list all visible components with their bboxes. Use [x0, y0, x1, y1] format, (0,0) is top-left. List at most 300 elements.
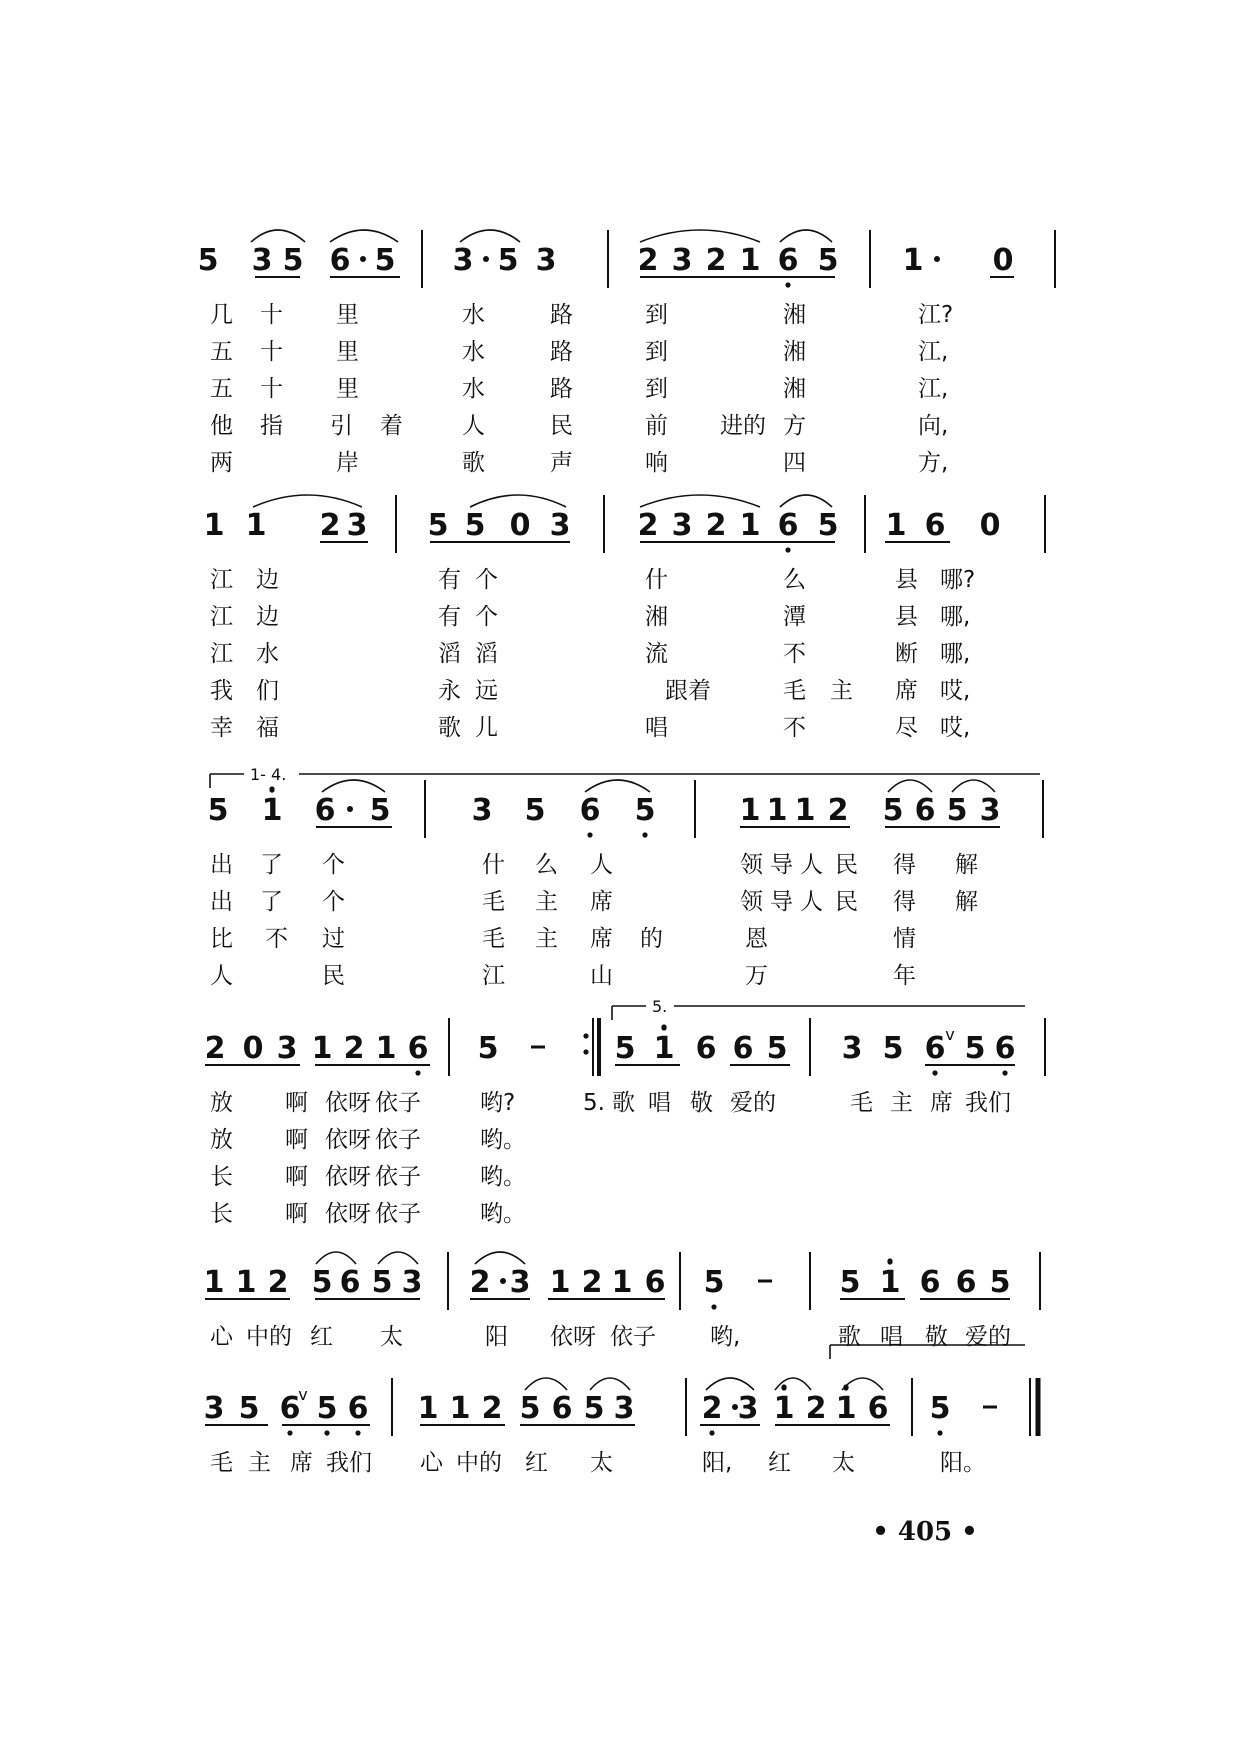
- lyric-syllable: 阳,: [702, 1450, 733, 1476]
- lyric-syllable: 人: [462, 413, 485, 439]
- lyric-syllable: 我们: [326, 1450, 372, 1476]
- slur: [251, 230, 305, 242]
- note-digit: 6: [329, 243, 351, 278]
- lyric-syllable: 中的: [246, 1324, 292, 1350]
- breath-mark: v: [945, 1025, 955, 1044]
- lyric-syllable: 江: [210, 567, 233, 593]
- lyric-syllable: 唱: [648, 1090, 671, 1116]
- lyric-syllable: 啊: [285, 1127, 308, 1153]
- repeat-dot: [583, 1033, 588, 1038]
- lyric-syllable: 们: [256, 678, 279, 704]
- note-digit: 3: [401, 1265, 423, 1300]
- slur: [525, 1378, 567, 1390]
- page-number: • 405 •: [872, 1517, 978, 1547]
- lyric-syllable: 毛: [783, 678, 806, 704]
- lyric-syllable: 了: [260, 889, 283, 915]
- note-digit: 5: [311, 1265, 333, 1300]
- lyric-syllable: 太: [380, 1324, 403, 1350]
- lyric-syllable: 里: [336, 376, 359, 402]
- lyric-syllable: 么: [783, 567, 806, 593]
- lyric-syllable: 四: [783, 450, 806, 476]
- lyric-syllable: 民: [835, 852, 858, 878]
- lyric-syllable: 阳: [485, 1324, 508, 1350]
- note-digit: 6: [551, 1391, 573, 1426]
- slur: [640, 230, 760, 242]
- lyric-syllable: 依子: [375, 1201, 421, 1227]
- note-digit: 5: [427, 508, 449, 543]
- lyric-syllable: 出: [210, 889, 233, 915]
- lyric-syllable: 领: [740, 852, 763, 878]
- lyric-syllable: 五: [210, 376, 233, 402]
- lyric-syllable: 两: [210, 450, 233, 476]
- lyric-syllable: 响: [645, 450, 668, 476]
- note-digit: 3: [671, 243, 693, 278]
- note-digit: 5: [316, 1391, 338, 1426]
- lyric-syllable: 导: [770, 889, 793, 915]
- octave-low-dot: [587, 832, 592, 837]
- lyric-syllable: 爱的: [965, 1324, 1011, 1350]
- note-digit: 1: [794, 793, 816, 828]
- note-digit: 6: [777, 508, 799, 543]
- note-digit: 3: [535, 243, 557, 278]
- slur: [253, 495, 362, 507]
- lyric-syllable: 民: [322, 963, 345, 989]
- note-digit: 0: [979, 508, 1001, 543]
- lyric-syllable: 红: [525, 1450, 548, 1476]
- lyric-syllable: 十: [260, 302, 283, 328]
- note-digit: 6: [695, 1031, 717, 1066]
- lyric-syllable: 路: [550, 302, 573, 328]
- lyric-syllable: 水: [462, 339, 485, 365]
- lyric-syllable: 放: [210, 1127, 233, 1153]
- repeat-dot: [583, 1049, 588, 1054]
- lyric-syllable: 毛: [850, 1090, 873, 1116]
- note-digit: 2: [204, 1031, 226, 1066]
- dot-mark: [934, 256, 940, 262]
- volta-label: 5.: [652, 997, 668, 1016]
- note-digit: 1: [773, 1391, 795, 1426]
- note-digit: 5: [946, 793, 968, 828]
- octave-high-dot: [269, 786, 274, 791]
- lyric-syllable: 啊: [285, 1090, 308, 1116]
- lyric-syllable: 席: [290, 1450, 313, 1476]
- note-digit: 1: [311, 1031, 333, 1066]
- note-digit: 1: [417, 1391, 439, 1426]
- lyric-syllable: 人: [800, 889, 823, 915]
- note-digit: 1: [879, 1265, 901, 1300]
- lyric-syllable: 方,: [918, 450, 949, 476]
- note-digit: 5: [238, 1391, 260, 1426]
- note-digit: 6: [994, 1031, 1016, 1066]
- note-digit: 3: [737, 1391, 759, 1426]
- note-digit: 1: [203, 508, 225, 543]
- note-digit: 5: [282, 243, 304, 278]
- lyric-syllable: 敬: [690, 1090, 713, 1116]
- lyric-syllable: 江?: [918, 302, 954, 328]
- lyric-syllable: 引: [330, 413, 353, 439]
- lyric-syllable: 湘: [645, 604, 668, 630]
- lyric-syllable: 滔: [438, 641, 461, 667]
- octave-low-dot: [709, 1430, 714, 1435]
- note-digit: 6: [732, 1031, 754, 1066]
- lyric-syllable: 依子: [610, 1324, 656, 1350]
- lyric-syllable: 断: [895, 641, 918, 667]
- note-digit: 3: [671, 508, 693, 543]
- note-digit: 2: [319, 508, 341, 543]
- lyric-syllable: 哪,: [940, 641, 971, 667]
- note-digit: 5: [817, 508, 839, 543]
- lyric-syllable: 的: [640, 926, 663, 952]
- octave-high-dot: [887, 1258, 892, 1263]
- note-digit: 6: [579, 793, 601, 828]
- lyric-syllable: 红: [310, 1324, 333, 1350]
- lyric-syllable: 个: [475, 604, 498, 630]
- lyric-syllable: 个: [322, 889, 345, 915]
- note-digit: 1: [245, 508, 267, 543]
- lyric-syllable: 哟。: [480, 1164, 526, 1190]
- lyric-syllable: 得: [893, 889, 916, 915]
- lyric-syllable: 长: [210, 1201, 233, 1227]
- note-digit: 2: [267, 1265, 289, 1300]
- lyric-syllable: 席: [930, 1090, 953, 1116]
- note-digit: 2: [469, 1265, 491, 1300]
- note-digit: 2: [637, 243, 659, 278]
- lyric-syllable: 哟?: [480, 1090, 516, 1116]
- lyric-syllable: 出: [210, 852, 233, 878]
- lyric-syllable: 潭: [783, 604, 806, 630]
- lyric-syllable: 五: [210, 339, 233, 365]
- note-digit: 6: [914, 793, 936, 828]
- lyric-syllable: 红: [768, 1450, 791, 1476]
- slur: [888, 780, 932, 792]
- lyric-syllable: 什: [645, 567, 668, 593]
- note-digit: 1: [902, 243, 924, 278]
- lyric-syllable: 席: [895, 678, 918, 704]
- lyric-syllable: 远: [475, 678, 498, 704]
- lyric-syllable: 阳。: [940, 1450, 986, 1476]
- lyric-syllable: 跟着: [665, 678, 711, 704]
- lyric-syllable: 几: [210, 302, 233, 328]
- slur: [460, 230, 520, 242]
- octave-low-dot: [642, 832, 647, 837]
- lyric-syllable: 主: [535, 889, 558, 915]
- note-digit: 5: [197, 243, 219, 278]
- dot-mark: [500, 1278, 506, 1284]
- lyric-syllable: 个: [322, 852, 345, 878]
- lyric-syllable: 中的: [456, 1450, 502, 1476]
- note-digit: 1: [739, 508, 761, 543]
- slur: [585, 780, 650, 792]
- note-digit: 2: [705, 508, 727, 543]
- lyric-syllable: 向,: [918, 413, 949, 439]
- note-digit: 5: [477, 1031, 499, 1066]
- lyric-syllable: 着: [380, 413, 403, 439]
- note-digit: 1: [235, 1265, 257, 1300]
- lyric-syllable: 湘: [783, 376, 806, 402]
- lyric-syllable: 声: [550, 450, 573, 476]
- note-digit: 6: [339, 1265, 361, 1300]
- slur: [780, 495, 832, 507]
- lyric-syllable: 哪?: [940, 567, 976, 593]
- note-digit: 6: [867, 1391, 889, 1426]
- note-digit: 1: [739, 243, 761, 278]
- lyric-syllable: 我: [210, 678, 233, 704]
- lyric-syllable: 解: [955, 889, 978, 915]
- lyric-syllable: 进的: [720, 413, 766, 439]
- lyric-syllable: 前: [645, 413, 668, 439]
- lyric-syllable: 尽: [895, 715, 918, 741]
- lyric-syllable: 心: [210, 1324, 233, 1350]
- note-digit: 2: [827, 793, 849, 828]
- lyric-syllable: 什: [482, 852, 505, 878]
- slur: [322, 780, 385, 792]
- octave-low-dot: [415, 1070, 420, 1075]
- note-digit: 6: [644, 1265, 666, 1300]
- lyric-syllable: 了: [260, 852, 283, 878]
- lyric-syllable: 哎,: [940, 715, 971, 741]
- lyric-syllable: 依子: [375, 1090, 421, 1116]
- lyric-syllable: 人: [590, 852, 613, 878]
- lyric-syllable: 到: [645, 339, 668, 365]
- lyric-syllable: 年: [893, 963, 916, 989]
- lyric-syllable: 歌: [612, 1090, 635, 1116]
- note-digit: 5: [989, 1265, 1011, 1300]
- lyric-syllable: 哟,: [710, 1324, 741, 1350]
- lyric-syllable: 江,: [918, 376, 949, 402]
- lyric-syllable: 心: [420, 1450, 443, 1476]
- note-digit: 1: [375, 1031, 397, 1066]
- note-digit: 5: [703, 1265, 725, 1300]
- note-digit: 2: [343, 1031, 365, 1066]
- slur: [775, 1378, 811, 1390]
- lyric-syllable: 流: [645, 641, 668, 667]
- dot-mark: [360, 256, 366, 262]
- note-digit: 3: [203, 1391, 225, 1426]
- lyric-syllable: 唱: [880, 1324, 903, 1350]
- lyric-syllable: 民: [550, 413, 573, 439]
- lyric-syllable: 长: [210, 1164, 233, 1190]
- lyric-syllable: 不: [783, 641, 806, 667]
- lyric-syllable: 哟。: [480, 1201, 526, 1227]
- lyric-syllable: 十: [260, 376, 283, 402]
- note-digit: 2: [701, 1391, 723, 1426]
- note-digit: 3: [276, 1031, 298, 1066]
- note-digit: 5: [839, 1265, 861, 1300]
- lyric-syllable: 我们: [965, 1090, 1011, 1116]
- lyric-syllable: 个: [475, 567, 498, 593]
- lyric-syllable: 太: [832, 1450, 855, 1476]
- lyric-syllable: 万: [745, 963, 768, 989]
- note-digit: 5: [964, 1031, 986, 1066]
- octave-low-dot: [287, 1430, 292, 1435]
- note-digit: 6: [347, 1391, 369, 1426]
- note-digit: 2: [705, 243, 727, 278]
- note-digit: 6: [924, 508, 946, 543]
- lyric-syllable: 江: [210, 641, 233, 667]
- note-digit: 1: [653, 1031, 675, 1066]
- lyric-syllable: 敬: [925, 1324, 948, 1350]
- lyric-syllable: 湘: [783, 302, 806, 328]
- octave-low-dot: [937, 1430, 942, 1435]
- lyric-syllable: 到: [645, 302, 668, 328]
- octave-low-dot: [355, 1430, 360, 1435]
- lyric-syllable: 爱的: [730, 1090, 776, 1116]
- octave-low-dot: [932, 1070, 937, 1075]
- note-digit: 1: [203, 1265, 225, 1300]
- lyric-syllable: 毛: [482, 889, 505, 915]
- lyric-syllable: 江: [482, 963, 505, 989]
- lyric-syllable: 江,: [918, 339, 949, 365]
- note-digit: 2: [637, 508, 659, 543]
- lyric-syllable: 主: [890, 1090, 913, 1116]
- lyric-syllable: 儿: [475, 715, 498, 741]
- lyric-syllable: 幸: [210, 715, 233, 741]
- octave-low-dot: [711, 1304, 716, 1309]
- note-digit: 6: [314, 793, 336, 828]
- note-digit: 5: [634, 793, 656, 828]
- lyric-syllable: 比: [210, 926, 233, 952]
- lyric-syllable: 啊: [285, 1201, 308, 1227]
- lyric-syllable: 席: [590, 926, 613, 952]
- note-digit: 3: [841, 1031, 863, 1066]
- dot-mark: [483, 256, 489, 262]
- octave-low-dot: [785, 547, 790, 552]
- lyric-syllable: 领: [740, 889, 763, 915]
- note-digit: 1: [611, 1265, 633, 1300]
- lyric-syllable: 毛: [482, 926, 505, 952]
- lyric-syllable: 不: [783, 715, 806, 741]
- lyric-syllable: 5.: [583, 1090, 605, 1116]
- note-digit: 1: [549, 1265, 571, 1300]
- note-digit: 2: [481, 1391, 503, 1426]
- note-digit: 5: [374, 243, 396, 278]
- note-digit: 3: [613, 1391, 635, 1426]
- lyric-syllable: 指: [260, 413, 283, 439]
- lyric-syllable: 山: [590, 963, 613, 989]
- note-digit: 5: [614, 1031, 636, 1066]
- lyric-syllable: 福: [256, 715, 279, 741]
- lyric-syllable: 方: [783, 413, 806, 439]
- note-digit: 3: [549, 508, 571, 543]
- breath-mark: v: [298, 1385, 308, 1404]
- note-digit: 1: [261, 793, 283, 828]
- volta-label: 1- 4.: [250, 765, 287, 784]
- lyric-syllable: 主: [830, 678, 853, 704]
- lyric-syllable: 路: [550, 339, 573, 365]
- lyric-syllable: 水: [462, 376, 485, 402]
- note-digit: 3: [979, 793, 1001, 828]
- lyric-syllable: 人: [800, 852, 823, 878]
- note-digit: 6: [407, 1031, 429, 1066]
- lyric-syllable: 里: [336, 302, 359, 328]
- note-digit: 3: [471, 793, 493, 828]
- lyric-syllable: 里: [336, 339, 359, 365]
- lyric-syllable: 毛: [210, 1450, 233, 1476]
- note-digit: 5: [766, 1031, 788, 1066]
- lyric-syllable: 县: [895, 567, 918, 593]
- note-digit: 0: [242, 1031, 264, 1066]
- lyric-syllable: 边: [256, 604, 279, 630]
- lyric-syllable: 依子: [375, 1164, 421, 1190]
- lyric-syllable: 情: [893, 926, 916, 952]
- lyric-syllable: 人: [210, 963, 233, 989]
- lyric-syllable: 水: [462, 302, 485, 328]
- note-digit: 0: [509, 508, 531, 543]
- note-digit: 1: [835, 1391, 857, 1426]
- note-digit: 2: [581, 1265, 603, 1300]
- lyric-syllable: 席: [590, 889, 613, 915]
- dot-mark: [347, 806, 353, 812]
- lyric-syllable: 不: [265, 926, 288, 952]
- note-digit: 5: [583, 1391, 605, 1426]
- note-digit: 6: [955, 1265, 977, 1300]
- lyric-syllable: 么: [535, 852, 558, 878]
- lyric-syllable: 路: [550, 376, 573, 402]
- lyric-syllable: 解: [955, 852, 978, 878]
- slur: [378, 1252, 418, 1264]
- lyric-syllable: 江: [210, 604, 233, 630]
- note-digit: 1: [739, 793, 761, 828]
- slur: [706, 1378, 754, 1390]
- lyric-syllable: 得: [893, 852, 916, 878]
- note-digit: 3: [251, 243, 273, 278]
- note-digit: 5: [882, 1031, 904, 1066]
- note-digit: 6: [919, 1265, 941, 1300]
- lyric-syllable: 过: [322, 926, 345, 952]
- note-digit: 1: [885, 508, 907, 543]
- lyric-syllable: 依呀: [325, 1127, 371, 1153]
- octave-high-dot: [781, 1384, 786, 1389]
- lyric-syllable: 县: [895, 604, 918, 630]
- lyric-syllable: 水: [256, 641, 279, 667]
- lyric-syllable: 歌: [838, 1324, 861, 1350]
- lyric-syllable: 歌: [462, 450, 485, 476]
- slur: [640, 495, 760, 507]
- lyric-syllable: 主: [248, 1450, 271, 1476]
- lyric-syllable: 导: [770, 852, 793, 878]
- lyric-syllable: 依呀: [325, 1164, 371, 1190]
- octave-high-dot: [661, 1024, 666, 1029]
- lyric-syllable: 依呀: [550, 1324, 596, 1350]
- lyric-syllable: 依呀: [325, 1090, 371, 1116]
- lyric-syllable: 主: [535, 926, 558, 952]
- lyric-syllable: 民: [835, 889, 858, 915]
- lyric-syllable: 永: [438, 678, 461, 704]
- note-digit: 1: [766, 793, 788, 828]
- lyric-syllable: 边: [256, 567, 279, 593]
- note-digit: 5: [371, 1265, 393, 1300]
- note-digit: 0: [992, 243, 1014, 278]
- note-digit: 3: [346, 508, 368, 543]
- slur: [475, 1252, 525, 1264]
- lyric-syllable: 唱: [645, 715, 668, 741]
- lyric-syllable: 歌: [438, 715, 461, 741]
- lyric-syllable: 滔: [475, 641, 498, 667]
- lyric-syllable: 哪,: [940, 604, 971, 630]
- slur: [316, 1252, 356, 1264]
- note-digit: 5: [369, 793, 391, 828]
- note-digit: 5: [929, 1391, 951, 1426]
- slur: [590, 1378, 630, 1390]
- note-digit: 5: [497, 243, 519, 278]
- octave-low-dot: [785, 282, 790, 287]
- slur: [470, 495, 566, 507]
- lyric-syllable: 依子: [375, 1127, 421, 1153]
- lyric-syllable: 恩: [745, 926, 768, 952]
- note-digit: 6: [279, 1391, 301, 1426]
- note-digit: 5: [524, 793, 546, 828]
- note-digit: 5: [207, 793, 229, 828]
